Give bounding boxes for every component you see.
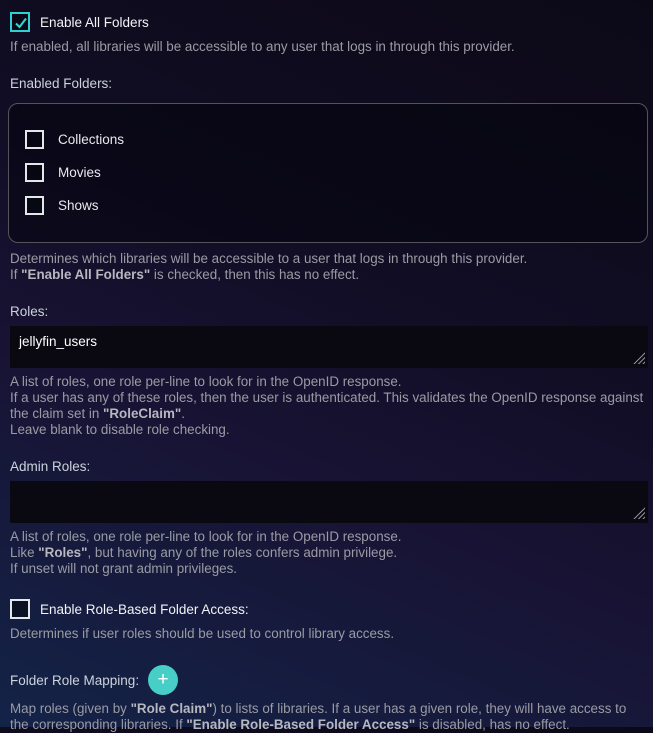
admin-roles-textarea[interactable] <box>10 481 648 523</box>
enable-all-folders-row <box>10 12 648 32</box>
enabled-folders-label: Enabled Folders: <box>10 76 113 91</box>
folder-role-mapping-description: Map roles (given by "Role Claim") to lists of libraries. If a user has a given role, they will have access to the corresponding libraries. If "Enable Role-Based Folder Access" is disabled, has no effect. <box>10 701 627 732</box>
enabled-folders-box <box>8 103 648 243</box>
movies-label: Movies <box>58 165 101 180</box>
enabled-folders-desc-line1: Determines which libraries will be accessible to a user that logs in through this provider. <box>10 251 528 266</box>
admin-roles-description <box>10 529 648 577</box>
roles-desc-line3: Leave blank to disable role checking. <box>10 422 230 437</box>
admin-roles-label: Admin Roles: <box>10 459 91 474</box>
enabled-folders-description <box>10 251 648 283</box>
roles-textarea-wrap <box>10 326 648 368</box>
roles-textarea[interactable] <box>10 326 648 368</box>
admin-roles-desc-line3: If unset will not grant admin privileges. <box>10 561 238 576</box>
shows-checkbox[interactable] <box>25 196 44 215</box>
roles-desc-line2: If a user has any of these roles, then the user is authenticated. This validates the OpenID response against the claim set in "RoleClaim". <box>10 390 644 421</box>
role-based-access-label: Enable Role-Based Folder Access: <box>40 601 249 617</box>
admin-roles-desc-line1: A list of roles, one role per-line to look for in the OpenID response. <box>10 529 402 544</box>
admin-roles-textarea-wrap <box>10 481 648 523</box>
shows-label: Shows <box>58 198 99 213</box>
folder-option-collections <box>25 130 631 149</box>
folder-role-mapping-label: Folder Role Mapping: <box>10 672 140 688</box>
movies-checkbox[interactable] <box>25 163 44 182</box>
roles-description <box>10 374 648 438</box>
collections-checkbox[interactable] <box>25 130 44 149</box>
enable-all-folders-description: If enabled, all libraries will be accessible to any user that logs in through this provider. <box>10 39 515 54</box>
role-based-access-checkbox[interactable] <box>10 599 30 619</box>
checkmark-icon <box>13 15 29 31</box>
collections-label: Collections <box>58 132 125 147</box>
admin-roles-desc-line2: Like "Roles", but having any of the roles confers admin privilege. <box>10 545 398 560</box>
role-based-access-row <box>10 599 648 619</box>
enabled-folders-desc-line2: If "Enable All Folders" is checked, then this has no effect. <box>10 267 360 282</box>
plus-icon: + <box>157 669 169 690</box>
roles-desc-line1: A list of roles, one role per-line to look for in the OpenID response. <box>10 374 402 389</box>
folder-option-shows <box>25 196 631 215</box>
role-based-access-description: Determines if user roles should be used to control library access. <box>10 626 395 641</box>
enable-all-folders-checkbox[interactable] <box>10 12 30 32</box>
roles-label: Roles: <box>10 304 49 319</box>
enable-all-folders-label: Enable All Folders <box>40 14 149 30</box>
folder-role-mapping-row <box>10 665 648 695</box>
add-mapping-button[interactable] <box>148 665 178 695</box>
folder-option-movies <box>25 163 631 182</box>
